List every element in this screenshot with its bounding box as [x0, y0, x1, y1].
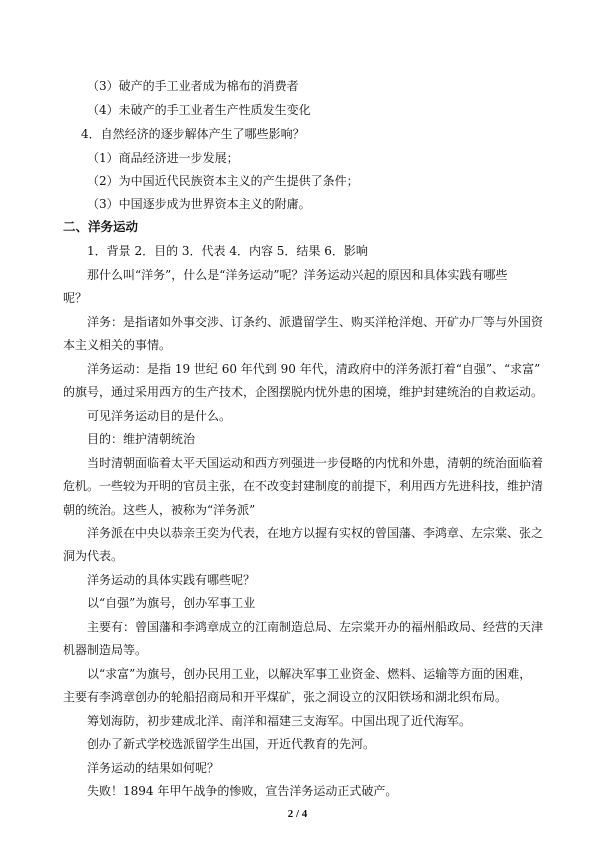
- text-line: 机器制造局等。: [63, 643, 148, 657]
- text-line: （1）商品经济进一步发展；: [87, 151, 239, 165]
- text-line: 失败！1894 年甲午战争的惨败，宣告洋务运动正式破产。: [87, 784, 398, 798]
- text-line: 洞为代表。: [63, 549, 124, 563]
- text-line: （3）中国逐步成为世界资本主义的附庸。: [87, 197, 311, 211]
- text-line: 以“求富”为旗号，创办民用工业，以解决军事工业资金、燃料、运输等方面的困难，: [87, 667, 532, 681]
- text-line: 洋务派在中央以恭亲王奕为代表，在地方以握有实权的曾国藩、李鸿章、左宗棠、张之: [87, 526, 544, 540]
- text-line: 洋务：是指诸如外事交涉、订条约、派遣留学生、购买洋枪洋炮、开矿办厂等与外国资: [87, 315, 544, 329]
- text-line: 当时清朝面临着太平天国运动和西方列强进一步侵略的内忧和外患，清朝的统治面临着: [87, 456, 544, 470]
- text-line: 1．背景 2．目的 3．代表 4．内容 5．结果 6．影响: [87, 244, 368, 258]
- text-line: （3）破产的手工业者成为棉布的消费者: [87, 79, 299, 93]
- text-line: 洋务运动的结果如何呢？: [87, 761, 220, 775]
- text-line: 洋务运动：是指 19 世纪 60 年代到 90 年代，清政府中的洋务派打着“自强”、“求富”: [87, 362, 541, 376]
- text-line: 主要有：曾国藩和李鸿章成立的江南制造总局、左宗棠开办的福州船政局、经营的天津: [87, 620, 544, 634]
- page-number: 2 / 4: [287, 808, 308, 820]
- text-line: 筹划海防，初步建成北洋、南洋和福建三支海军。中国出现了近代海军。: [87, 714, 472, 728]
- text-line: 危机。一些较为开明的官员主张，在不改变封建制度的前提下，利用西方先进科技，维护清: [63, 479, 544, 493]
- text-line: 以“自强”为旗号，创办军事工业: [87, 596, 256, 610]
- text-line: 创办了新式学校选派留学生出国，开近代教育的先河。: [87, 737, 376, 751]
- question-heading: 4．自然经济的逐步解体产生了哪些影响？: [81, 127, 305, 141]
- text-line: 可见洋务运动目的是什么。: [87, 409, 232, 423]
- text-line: （2）为中国近代民族资本主义的产生提供了条件；: [87, 174, 359, 188]
- text-line: 主要有李鸿章创办的轮船招商局和开平煤矿，张之洞设立的汉阳铁场和湖北织布局。: [63, 690, 508, 704]
- text-line: 朝的统治。这些人，被称为“洋务派”: [63, 503, 256, 517]
- section-heading: 二、洋务运动: [63, 219, 139, 234]
- text-line: 那什么叫“洋务”，什么是“洋务运动”呢？洋务运动兴起的原因和具体实践有哪些: [87, 268, 508, 282]
- text-line: 的旗号，通过采用西方的生产技术，企图摆脱内忧外患的困境，维护封建统治的自救运动。: [63, 385, 544, 399]
- text-line: 呢？: [63, 291, 88, 305]
- text-line: 本主义相关的事情。: [63, 338, 172, 352]
- text-line: （4）未破产的手工业者生产性质发生变化: [87, 103, 311, 117]
- text-line: 目的：维护清朝统治: [87, 432, 196, 446]
- text-line: 洋务运动的具体实践有哪些呢？: [87, 573, 256, 587]
